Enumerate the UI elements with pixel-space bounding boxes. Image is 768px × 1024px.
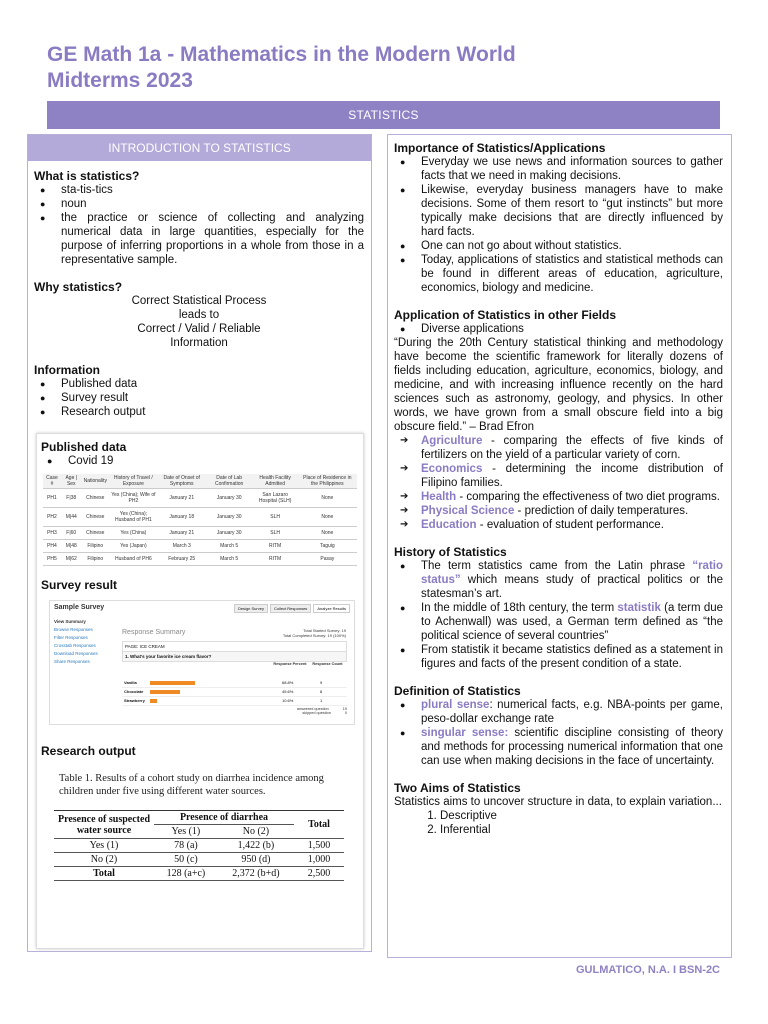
list-item [394,726,723,768]
field-desc: - determining the income distribution of Filipino families. [421,463,723,489]
fields-list [394,434,723,532]
table-cell: PH1 [43,489,61,508]
left-column-header: INTRODUCTION TO STATISTICS [28,135,371,161]
text: which means study of practical politics or the statesman’s art. [421,574,723,600]
menu-item[interactable]: Share Responses [54,659,90,664]
table-cell: Chinese [82,489,109,508]
left-column [27,134,372,952]
field-desc: - prediction of daily temperatures. [514,505,689,517]
covid-table-wrap [43,474,357,566]
table-cell: January 30 [206,527,253,540]
footer-author: GULMATICO, N.A. I BSN-2C [575,964,720,976]
field-desc: - comparing the effectiveness of two diet programs. [456,491,720,503]
menu-item[interactable]: Browse Responses [54,627,93,632]
survey-name: Sample Survey [54,604,105,611]
history-list [394,559,723,671]
table-cell: SLH [253,527,298,540]
table-cell: January 30 [206,508,253,527]
col-header: Response Count [312,662,343,666]
table-row [43,553,357,566]
research-caption: Table 1. Results of a cohort study on diarrhea incidence among children under five using different water sources. [59,773,324,797]
list-item [394,559,723,601]
table-row [54,839,344,853]
table-cell: SLH [253,508,298,527]
table-cell: January 30 [206,489,253,508]
table-header: Date of Lab Confirmation [206,474,253,489]
info-list [34,377,364,419]
menu-item[interactable]: Crosstab Responses [54,643,96,648]
table-cell: January 18 [158,508,206,527]
list-item: ● Everyday we use news and information sources to gather facts that we need in making decisions. [394,155,723,183]
table-cell: 2,372 (b+d) [218,867,294,881]
importance-heading: Importance of Statistics/Applications [394,141,606,155]
right-content [388,135,731,837]
table-cell: M|48 [61,540,82,553]
table-cell: RITM [253,540,298,553]
list-item: ● noun [34,197,364,211]
table-row [43,508,357,527]
total-completed: Total Completed Survey: 19 (100%) [282,633,346,638]
text: In the middle of 18th century, the term [421,602,618,614]
answer-count: 9 [320,680,323,685]
survey-answer-row [122,697,347,706]
text: The term statistics came from the Latin phrase [421,560,693,572]
field-term: Agriculture [421,435,483,447]
table-cell: Total [54,867,154,881]
table-cell: March 5 [206,553,253,566]
why-lines [34,294,364,350]
list-item: ● Survey result [34,391,364,405]
table-cell: 78 (a) [154,839,218,853]
why-line: Correct / Valid / Reliable [137,323,261,335]
answer-count: 8 [320,689,323,694]
table-cell: PH3 [43,527,61,540]
answer-label: Chocolate [124,689,144,694]
table-cell: January 21 [158,527,206,540]
table-cell: PH5 [43,553,61,566]
field-desc: - evaluation of student performance. [476,519,664,531]
highlight-term: singular sense: [421,727,509,739]
survey-page-label: PAGE: ICE CREAM [122,641,347,652]
why-heading: Why statistics? [34,280,123,294]
left-content [28,161,371,419]
field-item [394,462,723,490]
field-item [394,434,723,462]
section-banner: STATISTICS [47,101,720,129]
why-line: Correct Statistical Process [131,295,267,307]
table-cell: Pasay [298,553,357,566]
table-header: Total [294,811,344,839]
list-item: ● From statistik it became statistics defined as a statement in figures and facts of the present condition of a state. [394,643,723,671]
field-item [394,504,723,518]
highlight-term: statistik [617,602,661,614]
list-item [394,698,723,726]
title-line-2: Midterms 2023 [47,69,193,92]
table-header: History of Travel / Exposure [109,474,158,489]
table-header: Place of Residence in the Philippines [298,474,357,489]
what-list [34,183,364,267]
table-cell: M|44 [61,508,82,527]
answer-label: Vanilla [124,680,137,685]
answer-percent: 10.6% [282,698,294,703]
aims-list [394,809,723,837]
table-cell: 1,500 [294,839,344,853]
survey-col-headers [270,662,345,666]
table-header: Health Facility Admitted [253,474,298,489]
text: : numerical facts, e.g. NBA-points per game, peso-dollar exchange rate [421,699,723,725]
list-item: ● Today, applications of statistics and statistical methods can be found in different areas of education, agriculture, economics, biology and medicine. [394,253,723,295]
table-cell: Yes (1) [54,839,154,853]
survey-tabs [234,604,350,613]
total-started: Total Started Survey: 19 [303,628,346,633]
table-header: Age | Sex [61,474,82,489]
right-column [387,134,732,958]
survey-answer-row [122,688,347,697]
table-cell: 950 (d) [218,853,294,867]
table-cell: February 25 [158,553,206,566]
application-list [394,322,723,336]
field-term: Health [421,491,457,503]
table-row [43,489,357,508]
table-cell: Yes (China) [109,527,158,540]
answer-bar-track [150,699,260,703]
highlight-term: plural sense [421,699,490,711]
survey-totals [283,628,346,638]
answer-bar [150,681,195,685]
table-row [54,853,344,867]
answered-label: answered question [296,707,329,711]
list-item: ● Covid 19 [41,454,359,468]
list-item: ● One can not go about without statistics. [394,239,723,253]
survey-screenshot [49,600,355,725]
menu-item[interactable]: Filter Responses [54,635,88,640]
skipped-label: skipped question [302,711,331,715]
research-heading: Research output [41,744,136,758]
answer-count: 1 [320,698,323,703]
col-header: Response Percent [273,662,307,666]
research-table [54,810,344,881]
survey-answers [122,679,347,706]
answer-bar [150,690,180,694]
table-header: Presence of diarrhea [154,811,294,825]
table-subheader: Yes (1) [154,825,218,839]
table-cell: San Lazaro Hospital (SLH) [253,489,298,508]
field-desc: - comparing the effects of five kinds of fertilizers on the yield of a particular variety of corn. [421,435,723,461]
survey-footer [122,707,347,715]
published-heading: Published data [41,440,127,454]
list-item: ● Published data [34,377,364,391]
answer-label: Strawberry [124,698,145,703]
answer-bar-track [150,690,260,694]
published-list [41,454,359,468]
table-cell: Yes (China); Husband of PH1 [109,508,158,527]
field-item [394,518,723,532]
list-item: 1. Descriptive [440,809,723,823]
list-item [394,601,723,643]
table-cell: Yes (Japan) [109,540,158,553]
page-title [47,42,516,94]
definition-list [394,698,723,768]
info-examples-box [36,433,364,949]
aims-heading: Two Aims of Statistics [394,781,521,795]
survey-question: 1. What's your favorite ice cream flavor? [122,651,347,662]
table-cell: None [298,508,357,527]
application-heading: Application of Statistics in other Fields [394,308,617,322]
research-table-wrap [54,810,344,881]
text: (a term due to Achenwall) was used, a German term defined as “the political science of several countries” [421,602,724,642]
table-cell: 1,000 [294,853,344,867]
table-cell: PH2 [43,508,61,527]
table-cell: January 21 [158,489,206,508]
table-header: Case # [43,474,61,489]
table-cell: 128 (a+c) [154,867,218,881]
table-subheader: No (2) [218,825,294,839]
survey-heading: Survey result [41,578,118,592]
highlight-term: “ratio status” [421,560,723,586]
table-cell: Filipino [82,540,109,553]
aims-text: Statistics aims to uncover structure in data, to explain variation... [394,796,722,808]
why-line: leads to [178,309,220,321]
tab-design[interactable]: Design Survey [234,604,268,613]
table-header: Nationality [82,474,109,489]
text: scientific discipline consisting of theory and methods for processing numerical information that one can use when making decisions in the face of uncertainty. [421,727,723,767]
list-item: ● Diverse applications [394,322,723,336]
table-header: Presence of suspected water source [54,811,154,839]
table-cell: F|60 [61,527,82,540]
title-line-1: GE Math 1a - Mathematics in the Modern World [47,43,516,66]
list-item: 2. Inferential [440,823,723,837]
table-row [54,867,344,881]
importance-list [394,155,723,295]
table-cell: 1,422 (b) [218,839,294,853]
list-item: ● sta-tis-tics [34,183,364,197]
answer-percent: 45.6% [282,689,294,694]
menu-item[interactable]: View Summary [54,619,86,624]
answer-bar-track [150,681,260,685]
answer-bar [150,699,157,703]
survey-answer-row [122,679,347,688]
table-cell: March 5 [206,540,253,553]
response-summary-heading: Response Summary [122,629,186,636]
table-cell: PH4 [43,540,61,553]
skipped-count: 0 [344,711,347,715]
table-cell: 2,500 [294,867,344,881]
answered-count: 19 [342,707,347,711]
table-cell: None [298,527,357,540]
survey-menu [54,618,114,666]
table-cell: March 3 [158,540,206,553]
covid-table [43,474,357,566]
table-cell: Yes (China); Wife of PH2 [109,489,158,508]
list-item: ● the practice or science of collecting and analyzing numerical data in large quantities, especially for the purpose of inferring proportions in a whole from those in a representative sample. [34,211,364,267]
efron-quote: “During the 20th Century statistical thinking and methodology have become the scientific framework for literally dozens of fields including education, agriculture, economics, biology, and medicine, and with increasing influence recently on the hard sciences such as astronomy, geology, and physics. In other words, we have grown from a small obscure field into a big obscure field.” – Brad Efron [394,337,723,433]
list-item: ● Likewise, everyday business managers have to make decisions. Some of them resort to “gut instincts” but more typically make decisions that are directly influenced by hard facts. [394,183,723,239]
history-heading: History of Statistics [394,545,507,559]
what-heading: What is statistics? [34,169,140,183]
definition-heading: Definition of Statistics [394,684,521,698]
table-cell: RITM [253,553,298,566]
table-header: Date of Onset of Symptoms [158,474,206,489]
field-term: Education [421,519,477,531]
table-cell: Chinese [82,527,109,540]
why-line: Information [170,337,228,349]
list-item: ● Research output [34,405,364,419]
tab-collect[interactable]: Collect Responses [270,604,311,613]
answer-percent: 68.8% [282,680,294,685]
table-cell: Chinese [82,508,109,527]
table-cell: No (2) [54,853,154,867]
field-term: Economics [421,463,483,475]
tab-analyze[interactable]: Analyze Results [313,604,350,613]
table-cell: Husband of PH6 [109,553,158,566]
table-cell: 50 (c) [154,853,218,867]
table-row [43,527,357,540]
table-row [43,540,357,553]
field-item [394,490,723,504]
table-cell: M|62 [61,553,82,566]
info-heading: Information [34,363,100,377]
menu-item[interactable]: Download Responses [54,651,98,656]
table-cell: Taguig [298,540,357,553]
field-term: Physical Science [421,505,515,517]
table-cell: None [298,489,357,508]
table-cell: Filipino [82,553,109,566]
table-cell: F|38 [61,489,82,508]
